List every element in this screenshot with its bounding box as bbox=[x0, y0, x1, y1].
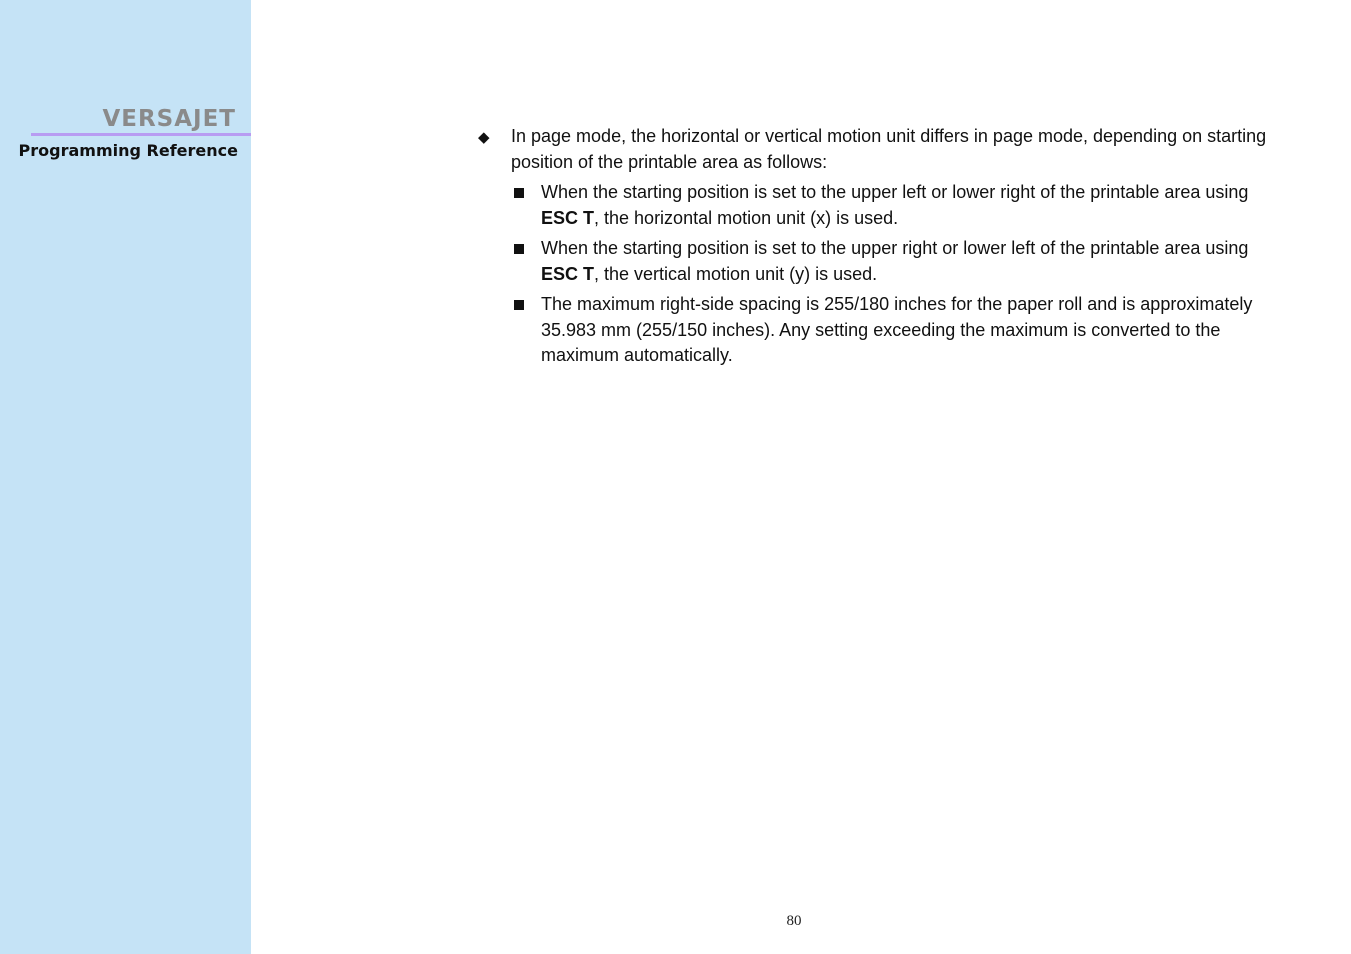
sub-bullet-item bbox=[476, 292, 1276, 369]
sub-bullet-text: When the starting position is set to the upper right or lower left of the printable area using bbox=[541, 238, 1249, 258]
document-subtitle: Programming Reference bbox=[18, 141, 238, 160]
main-bullet-text: In page mode, the horizontal or vertical motion unit differs in page mode, depending on starting position of the printable area as follows: bbox=[511, 126, 1267, 172]
brand-title: VERSAJET bbox=[102, 106, 236, 132]
square-bullet-icon bbox=[514, 300, 524, 310]
command-name: ESC T bbox=[541, 263, 595, 284]
square-bullet-icon bbox=[514, 188, 524, 198]
sidebar bbox=[0, 0, 251, 954]
brand-underline bbox=[31, 133, 251, 136]
sub-bullet-item bbox=[476, 180, 1276, 231]
diamond-bullet-icon: ◆ bbox=[478, 129, 490, 146]
main-content bbox=[476, 124, 1276, 374]
sub-bullet-text-end: , the vertical motion unit (y) is used. bbox=[594, 263, 878, 284]
sub-bullet-text-end: , the horizontal motion unit (x) is used. bbox=[594, 207, 899, 228]
square-bullet-icon bbox=[514, 244, 524, 254]
sub-bullet-text: The maximum right-side spacing is 255/180 inches for the paper roll and is approximately 35.983 mm (255/150 inches). Any setting exceeding the maximum is converted to the maximum automatically. bbox=[541, 294, 1253, 365]
sub-bullet-list bbox=[476, 180, 1276, 369]
command-name: ESC T bbox=[541, 207, 595, 228]
sub-bullet-text: When the starting position is set to the upper left or lower right of the printable area using bbox=[541, 182, 1249, 202]
main-bullet-item bbox=[476, 124, 1276, 175]
page-number: 80 bbox=[786, 913, 802, 929]
sub-bullet-item bbox=[476, 236, 1276, 287]
